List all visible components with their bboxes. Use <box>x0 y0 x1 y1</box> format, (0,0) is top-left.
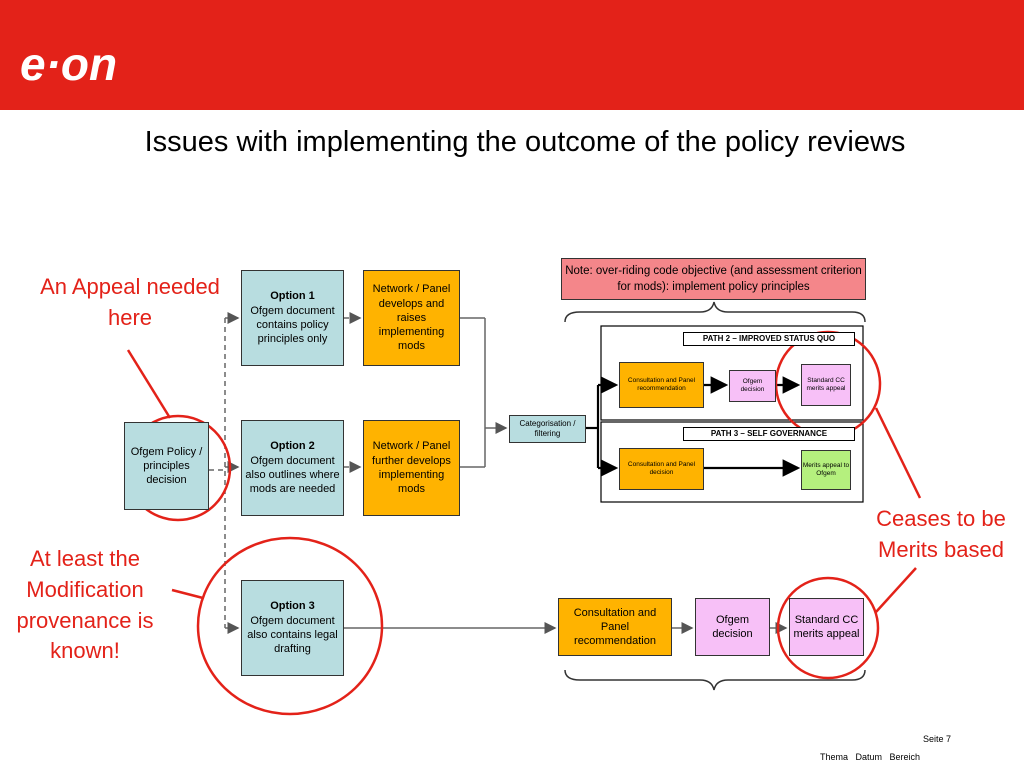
bottom-consultation-box: Consultation and Panel recommendation <box>558 598 672 656</box>
option1-text: Ofgem document contains policy principles only <box>250 304 335 346</box>
path3-label: PATH 3 – SELF GOVERNANCE <box>683 427 855 441</box>
path2-label: PATH 2 – IMPROVED STATUS QUO <box>683 332 855 346</box>
bottom-standard-appeal-box: Standard CC merits appeal <box>789 598 864 656</box>
option3-box <box>241 580 344 676</box>
path3-consultation-box: Consultation and Panel decision <box>619 448 704 490</box>
option2-text: Ofgem document also outlines where mods are needed <box>245 454 340 496</box>
footer-meta: Thema Datum Bereich <box>820 752 921 762</box>
path3-merits-appeal-box: Merits appeal to Ofgem <box>801 450 851 490</box>
svg-text:e·on: e·on <box>20 40 118 90</box>
option2-heading: Option 2 <box>270 440 315 453</box>
bottom-ofgem-decision-box: Ofgem decision <box>695 598 770 656</box>
option3-text: Ofgem document also contains legal drafting <box>247 614 338 656</box>
option3-heading: Option 3 <box>270 600 315 613</box>
annotation-merits: Ceases to be Merits based <box>876 506 1006 562</box>
network-further-box: Network / Panel further develops implementing mods <box>363 420 460 516</box>
annotation-appeal: An Appeal needed here <box>40 274 220 330</box>
option2-box <box>241 420 344 516</box>
path2-standard-appeal-box: Standard CC merits appeal <box>801 364 851 406</box>
page-number: Seite 7 <box>923 734 952 744</box>
annotation-provenance: At least the Modification provenance is known! <box>16 546 154 664</box>
path2-consultation-box: Consultation and Panel recommendation <box>619 362 704 408</box>
option1-box <box>241 270 344 366</box>
option1-heading: Option 1 <box>270 290 315 303</box>
network-develop-box: Network / Panel develops and raises implementing mods <box>363 270 460 366</box>
path2-ofgem-decision-box: Ofgem decision <box>729 370 776 402</box>
page-title: Issues with implementing the outcome of the policy reviews <box>144 126 906 158</box>
categorisation-box: Categorisation / filtering <box>509 415 586 443</box>
ofgem-policy-box: Ofgem Policy / principles decision <box>124 422 209 510</box>
note-box: Note: over-riding code objective (and assessment criterion for mods): implement policy principles <box>561 258 866 300</box>
